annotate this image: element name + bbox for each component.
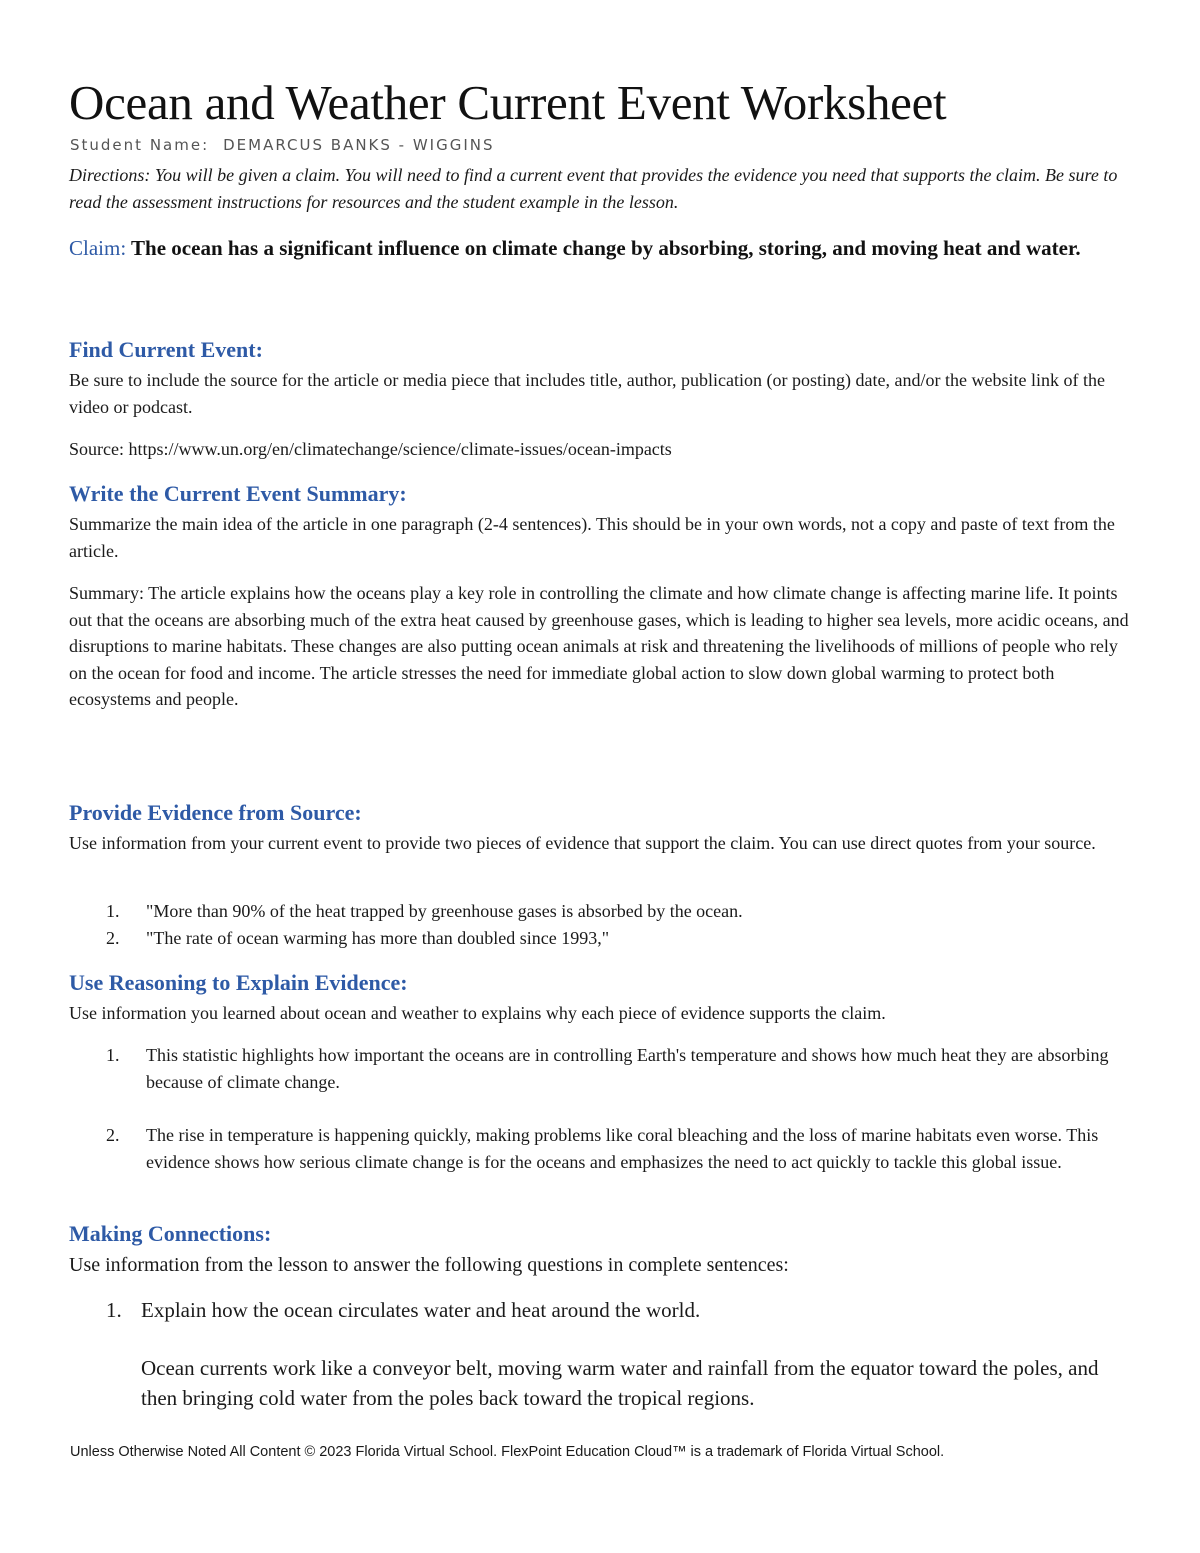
summary-heading: Write the Current Event Summary: — [69, 481, 407, 506]
reasoning-heading: Use Reasoning to Explain Evidence: — [69, 970, 408, 995]
connections-heading: Making Connections: — [69, 1221, 272, 1246]
student-name-line — [70, 136, 495, 154]
connections-question: Explain how the ocean circulates water and heat around the world. — [141, 1298, 701, 1322]
summary-instructions: Summarize the main idea of the article in one paragraph (2-4 sentences). This should be in your own words, not a copy and paste of text from the article. — [69, 514, 1115, 561]
claim-text: The ocean has a significant influence on climate change by absorbing, storing, and moving heat and water. — [131, 236, 1081, 260]
claim — [69, 233, 1129, 264]
reasoning-instructions: Use information you learned about ocean and weather to explains why each piece of evidence supports the claim. — [69, 1003, 886, 1023]
evidence-heading: Provide Evidence from Source: — [69, 800, 362, 825]
reasoning-list-2 — [69, 1122, 1131, 1175]
connections-list — [69, 1295, 1131, 1413]
connections-instructions: Use information from the lesson to answer the following questions in complete sentences: — [69, 1254, 789, 1276]
find-event-heading: Find Current Event: — [69, 337, 263, 362]
source-line: Source: https://www.un.org/en/climatechange/science/climate-issues/ocean-impacts — [69, 439, 672, 459]
page-title: Ocean and Weather Current Event Worksheet — [69, 75, 947, 130]
claim-label: Claim: — [69, 236, 127, 260]
find-event-instructions: Be sure to include the source for the article or media piece that includes title, author, publication (or posting) date, and/or the website link of the video or podcast. — [69, 370, 1105, 417]
reasoning-item: 1. This statistic highlights how important the oceans are in controlling Earth's temperature and shows how much heat they are absorbing because of climate change. — [106, 1045, 1109, 1092]
evidence-list — [69, 898, 1131, 951]
connections-answer: Ocean currents work like a conveyor belt, moving warm water and rainfall from the equator toward the poles, and then bringing cold water from the poles back toward the tropical regions. — [141, 1356, 1099, 1410]
reasoning-list — [69, 1042, 1131, 1095]
evidence-item: 1. "More than 90% of the heat trapped by greenhouse gases is absorbed by the ocean. — [106, 901, 743, 921]
connections-item: 1. Explain how the ocean circulates water and heat around the world. Ocean currents work like a conveyor belt, moving warm water and rainfall from the equator toward the poles, and then bringing cold water from the poles back toward the tropical regions. — [69, 1295, 1131, 1413]
student-name-value: DEMARCUS BANKS - WIGGINS — [223, 136, 495, 154]
student-name-label: Student Name: — [70, 136, 210, 154]
summary-text: Summary: The article explains how the oceans play a key role in controlling the climate and how climate change is affecting marine life. It points out that the oceans are absorbing much of the extra heat caused by greenhouse gases, which is leading to higher sea levels, more acidic oceans, and disruptions to marine habitats. These changes are also putting ocean animals at risk and threatening the livelihoods of millions of people who rely on the ocean for food and income. The article stresses the need for immediate global action to slow down global warming to protect both ecosystems and people. — [69, 583, 1129, 709]
directions-text: Directions: You will be given a claim. You will need to find a current event that provides the evidence you need that supports the claim. Be sure to read the assessment instructions for resources and the student example in the lesson. — [69, 165, 1118, 212]
evidence-item: 2. "The rate of ocean warming has more than doubled since 1993," — [106, 927, 610, 948]
evidence-instructions: Use information from your current event to provide two pieces of evidence that support the claim. You can use direct quotes from your source. — [69, 833, 1096, 853]
reasoning-item: 2. The rise in temperature is happening quickly, making problems like coral bleaching and the loss of marine habitats even worse. This evidence shows how serious climate change is for the oceans and emphasizes the need to act quickly to tackle this global issue. — [106, 1125, 1099, 1172]
footer-copyright: Unless Otherwise Noted All Content © 2023 Florida Virtual School. FlexPoint Education Cloud™ is a trademark of Florida Virtual School. — [70, 1444, 945, 1460]
